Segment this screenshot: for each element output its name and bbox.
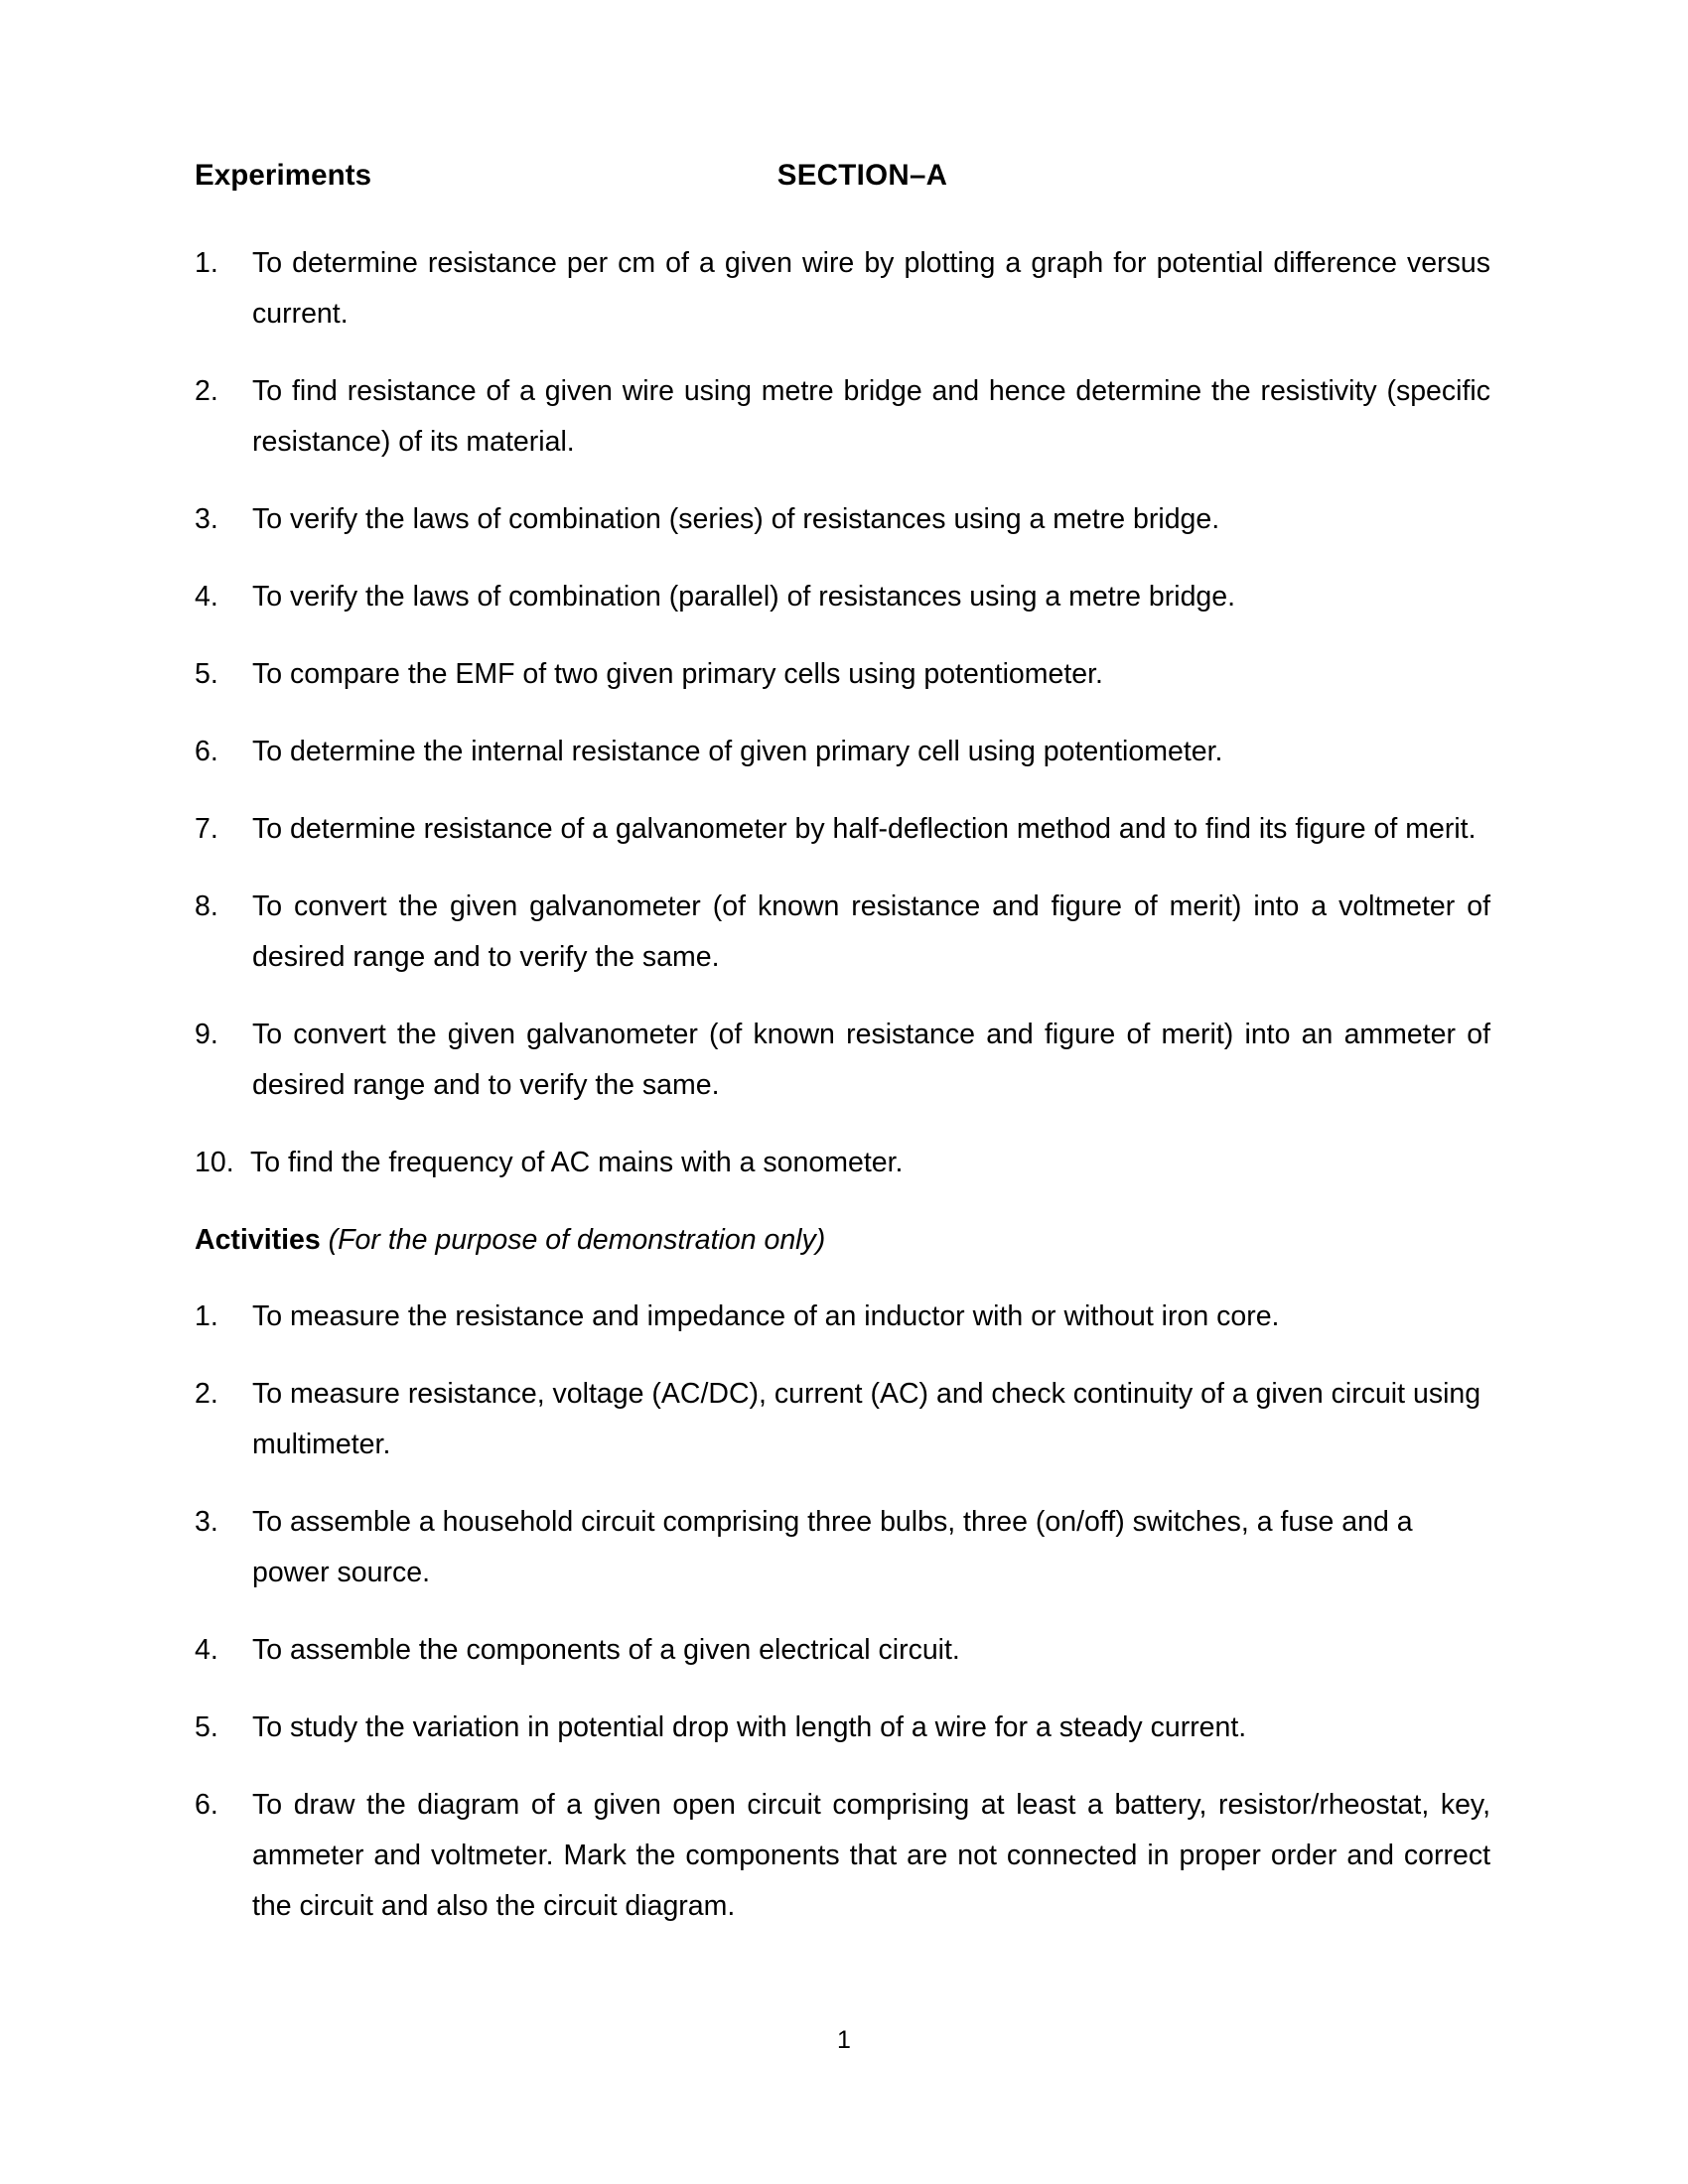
list-item-text: To compare the EMF of two given primary cells using potentiometer. (252, 658, 1103, 690)
experiments-list (195, 238, 1490, 1188)
list-item-text: To study the variation in potential drop with length of a wire for a steady current. (252, 1711, 1247, 1743)
list-item-number: 8. (195, 890, 218, 922)
list-item-number: 6. (195, 1789, 218, 1821)
list-item-number: 2. (195, 375, 218, 407)
list-item (195, 366, 1490, 468)
activities-heading-label: Activities (195, 1224, 321, 1256)
list-item-number: 4. (195, 1634, 218, 1666)
list-item (195, 727, 1490, 777)
section-title: SECTION–A (776, 159, 948, 192)
list-item-number: 5. (195, 658, 218, 690)
list-item (195, 882, 1490, 983)
list-item-text: To verify the laws of combination (parallel) of resistances using a metre bridge. (252, 581, 1236, 613)
list-item-number: 7. (195, 813, 218, 845)
list-item-number: 3. (195, 503, 218, 535)
document-header (195, 159, 1490, 205)
activities-list (195, 1292, 1490, 1932)
activities-heading (195, 1215, 1490, 1266)
list-item (195, 1625, 1490, 1676)
list-item-number: 5. (195, 1711, 218, 1743)
page-footer (0, 2026, 1688, 2055)
list-item-number: 1. (195, 247, 218, 279)
page-content (195, 159, 1490, 1959)
list-item-number: 2. (195, 1378, 218, 1410)
list-item-number: 6. (195, 736, 218, 767)
list-item (195, 1292, 1490, 1342)
list-item-text: To convert the given galvanometer (of known resistance and figure of merit) into an ammeter of desired range and to verify the same. (252, 1019, 1490, 1101)
list-item-text: To measure the resistance and impedance of an inductor with or without iron core. (252, 1300, 1280, 1332)
list-item (195, 572, 1490, 622)
list-item (195, 804, 1490, 855)
list-item (195, 1703, 1490, 1753)
list-item-text: To find resistance of a given wire using metre bridge and hence determine the resistivity (specific resistance) of its material. (252, 375, 1490, 458)
list-item-text: To find the frequency of AC mains with a sonometer. (250, 1147, 904, 1178)
list-item-text: To verify the laws of combination (series) of resistances using a metre bridge. (252, 503, 1220, 535)
list-item-text: To assemble a household circuit comprising three bulbs, three (on/off) switches, a fuse and a power source. (252, 1506, 1413, 1588)
list-item-number: 4. (195, 581, 218, 613)
list-item-number: 9. (195, 1019, 218, 1050)
list-item-text: To determine resistance per cm of a given wire by plotting a graph for potential difference versus current. (252, 247, 1490, 330)
list-item (195, 1780, 1490, 1932)
page-number: 1 (837, 2026, 851, 2054)
list-item (195, 1369, 1490, 1470)
list-item-number: 1. (195, 1300, 218, 1332)
page-title-experiments: Experiments (195, 159, 372, 192)
list-item (195, 1138, 1490, 1188)
list-item (195, 494, 1490, 545)
list-item-text: To determine the internal resistance of given primary cell using potentiometer. (252, 736, 1223, 767)
list-item-text: To determine resistance of a galvanometer by half-deflection method and to find its figure of merit. (252, 813, 1477, 845)
list-item-text: To assemble the components of a given electrical circuit. (252, 1634, 960, 1666)
list-item-text: To draw the diagram of a given open circuit comprising at least a battery, resistor/rheostat, key, ammeter and voltmeter. Mark the components that are not connected in proper order and correct the circuit and also the circuit diagram. (252, 1789, 1490, 1922)
list-item (195, 238, 1490, 340)
list-item-text: To convert the given galvanometer (of known resistance and figure of merit) into a voltmeter of desired range and to verify the same. (252, 890, 1490, 973)
list-item-number: 3. (195, 1506, 218, 1538)
list-item (195, 1010, 1490, 1111)
list-item-number: 10. (195, 1147, 234, 1178)
list-item (195, 1497, 1490, 1598)
list-item (195, 649, 1490, 700)
list-item-text: To measure resistance, voltage (AC/DC), current (AC) and check continuity of a given circuit using multimeter. (252, 1378, 1481, 1460)
activities-heading-note: (For the purpose of demonstration only) (328, 1224, 826, 1256)
